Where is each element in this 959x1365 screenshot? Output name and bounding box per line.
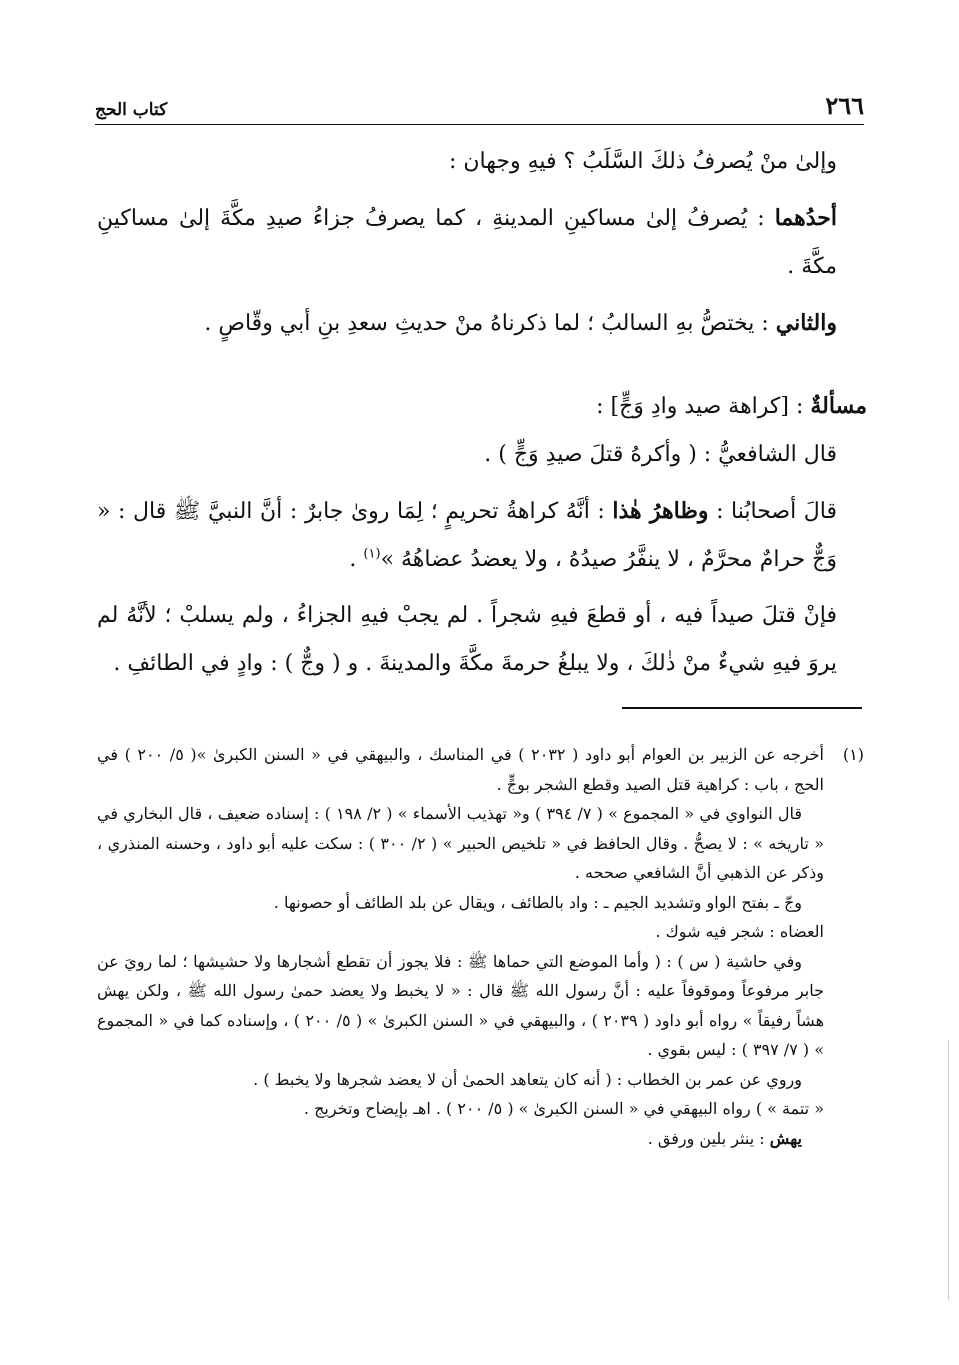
second-opinion-paragraph bbox=[97, 299, 837, 348]
footnote-paragraph: « تتمة » ) رواه البيهقي في « السنن الكبرىٰ » ( ٥/ ٢٠٠ ) . اهـ بإيضاح وتخريج . bbox=[303, 1099, 824, 1118]
shafii-text: قال الشافعيُّ : ( وأكرهُ قتلَ صيدِ وَجٍّ ) . bbox=[484, 442, 837, 467]
intro-paragraph bbox=[97, 138, 837, 186]
spacer bbox=[97, 291, 837, 299]
footnote-paragraph: العضاه : شجر فيه شوك . bbox=[655, 922, 824, 941]
spacer bbox=[97, 348, 837, 382]
footnotes bbox=[97, 740, 864, 1153]
first-opinion-paragraph bbox=[97, 194, 837, 291]
page-number: ٢٦٦ bbox=[825, 91, 864, 120]
footnote-paragraph: أخرجه عن الزبير بن العوام أبو داود ( ٢٠٣٢ ) في المناسك ، والبيهقي في « السنن الكبرىٰ »( ٥/ ٢٠٠ ) في الحج ، باب : كراهية قتل الصيد وقطع الشجر بوجٍّ . bbox=[97, 745, 825, 794]
ashab-text-body: : أنَّهُ كراهةُ تحريمٍ ؛ لِمَا روىٰ جابرٌ : أنَّ النبيَّ ﷺ قال : « وَجٌّ حرامٌ محرَّمٌ ، لا ينفَّرُ صيدُهُ ، ولا يعضدُ عضاهُهُ » bbox=[97, 499, 837, 572]
footnote-1 bbox=[97, 740, 864, 1153]
footnote-paragraph: وروي عن عمر بن الخطاب : ( أنه كان يتعاهد الحمىٰ أن لا يعضد شجرها ولا يخبط ) . bbox=[253, 1069, 802, 1089]
ashab-text-end: . bbox=[349, 547, 364, 572]
gloss-term: يهش bbox=[769, 1128, 802, 1148]
spacer bbox=[97, 584, 837, 592]
first-opinion-text: : يُصرفُ إلىٰ مساكينِ المدينةِ ، كما يصرفُ جزاءُ صيدِ مكَّةَ إلىٰ مساكينِ مكَّةَ . bbox=[97, 206, 837, 279]
footnote-gloss bbox=[97, 1124, 824, 1154]
main-text bbox=[97, 138, 867, 688]
footnote-reference[interactable]: (١) bbox=[363, 546, 381, 562]
issue-title: : [كراهة صيد وادِ وَجٍّ] : bbox=[596, 394, 811, 419]
footnote-body bbox=[97, 740, 824, 1153]
footnote-number: (١) bbox=[842, 745, 864, 764]
footnote-paragraph: وجّ ـ بفتح الواو وتشديد الجيم ـ : واد بالطائف ، ويقال عن بلد الطائف أو حصونها . bbox=[273, 892, 802, 912]
scan-edge-line bbox=[948, 1040, 949, 1300]
spacer bbox=[97, 479, 837, 487]
footnote-paragraph: وفي حاشية ( س ) : ( وأما الموضع التي حماها ﷺ : فلا يجوز أن تقطع أشجارها ولا حشيشها ؛ لما رويَ عن جابر مرفوعاً وموقوفاً عليه : أنَّ رسول الله ﷺ قال : « لا يخبط ولا يعضد حمىٰ رسول الله ﷺ ، ولكن يهش هشاً رفيقاً » رواه أبو داود ( ٢٠٣٩ ) ، والبيهقي في « السنن الكبرىٰ » ( ٥/ ٢٠٠ ) ، وإسناده كما في « المجموع » ( ٧/ ٣٩٧ ) : ليس بقوي . bbox=[97, 951, 825, 1059]
intro-text: وإلىٰ منْ يُصرفُ ذلكَ السَّلَبُ ؟ فيهِ وجهان : bbox=[448, 149, 837, 174]
footnote-paragraph: قال النواوي في « المجموع » ( ٧/ ٣٩٤ ) و« تهذيب الأسماء » ( ٢/ ١٩٨ ) : إسناده ضعيف ، قال البخاري في « تاريخه » : لا يصحُّ . وقال الحافظ في « تلخيص الحبير » ( ٢/ ٣٠٠ ) : سكت عليه أبو داود ، وحسنه المنذري ، وذكر عن الذهبي أنَّ الشافعي صححه . bbox=[97, 804, 825, 882]
shafii-quote bbox=[97, 431, 837, 479]
issue-heading bbox=[97, 382, 867, 431]
spacer bbox=[97, 186, 837, 194]
ashab-emphasis: وظاهرُ هٰذا bbox=[612, 498, 709, 524]
issue-label: مسألةٌ bbox=[810, 393, 867, 419]
book-title: كتاب الحج bbox=[95, 100, 168, 120]
ruling-paragraph bbox=[97, 592, 837, 688]
second-opinion-text: : يختصُّ بهِ السالبُ ؛ لما ذكرناهُ منْ حديثِ سعدِ بنِ أبي وقّاصٍ . bbox=[204, 311, 776, 336]
footnote-separator bbox=[622, 707, 862, 709]
ashab-text-start: قالَ أصحابُنا : bbox=[708, 499, 837, 524]
second-opinion-label: والثاني bbox=[775, 310, 837, 336]
running-head bbox=[95, 86, 864, 125]
first-opinion-label: أحدُهما bbox=[774, 205, 837, 231]
ruling-text: فإنْ قتلَ صيداً فيه ، أو قطعَ فيهِ شجراً . لم يجبْ فيهِ الجزاءُ ، ولم يسلبْ ؛ لأنَّهُ لم يروَ فيهِ شيءٌ منْ ذٰلكَ ، ولا يبلغُ حرمةَ مكَّةَ والمدينةَ . و ( وجٌّ ) : وادٍ في الطائفِ . bbox=[97, 603, 837, 676]
gloss-definition: : ينثر بلين ورفق . bbox=[647, 1128, 770, 1148]
ashab-paragraph bbox=[97, 487, 837, 584]
